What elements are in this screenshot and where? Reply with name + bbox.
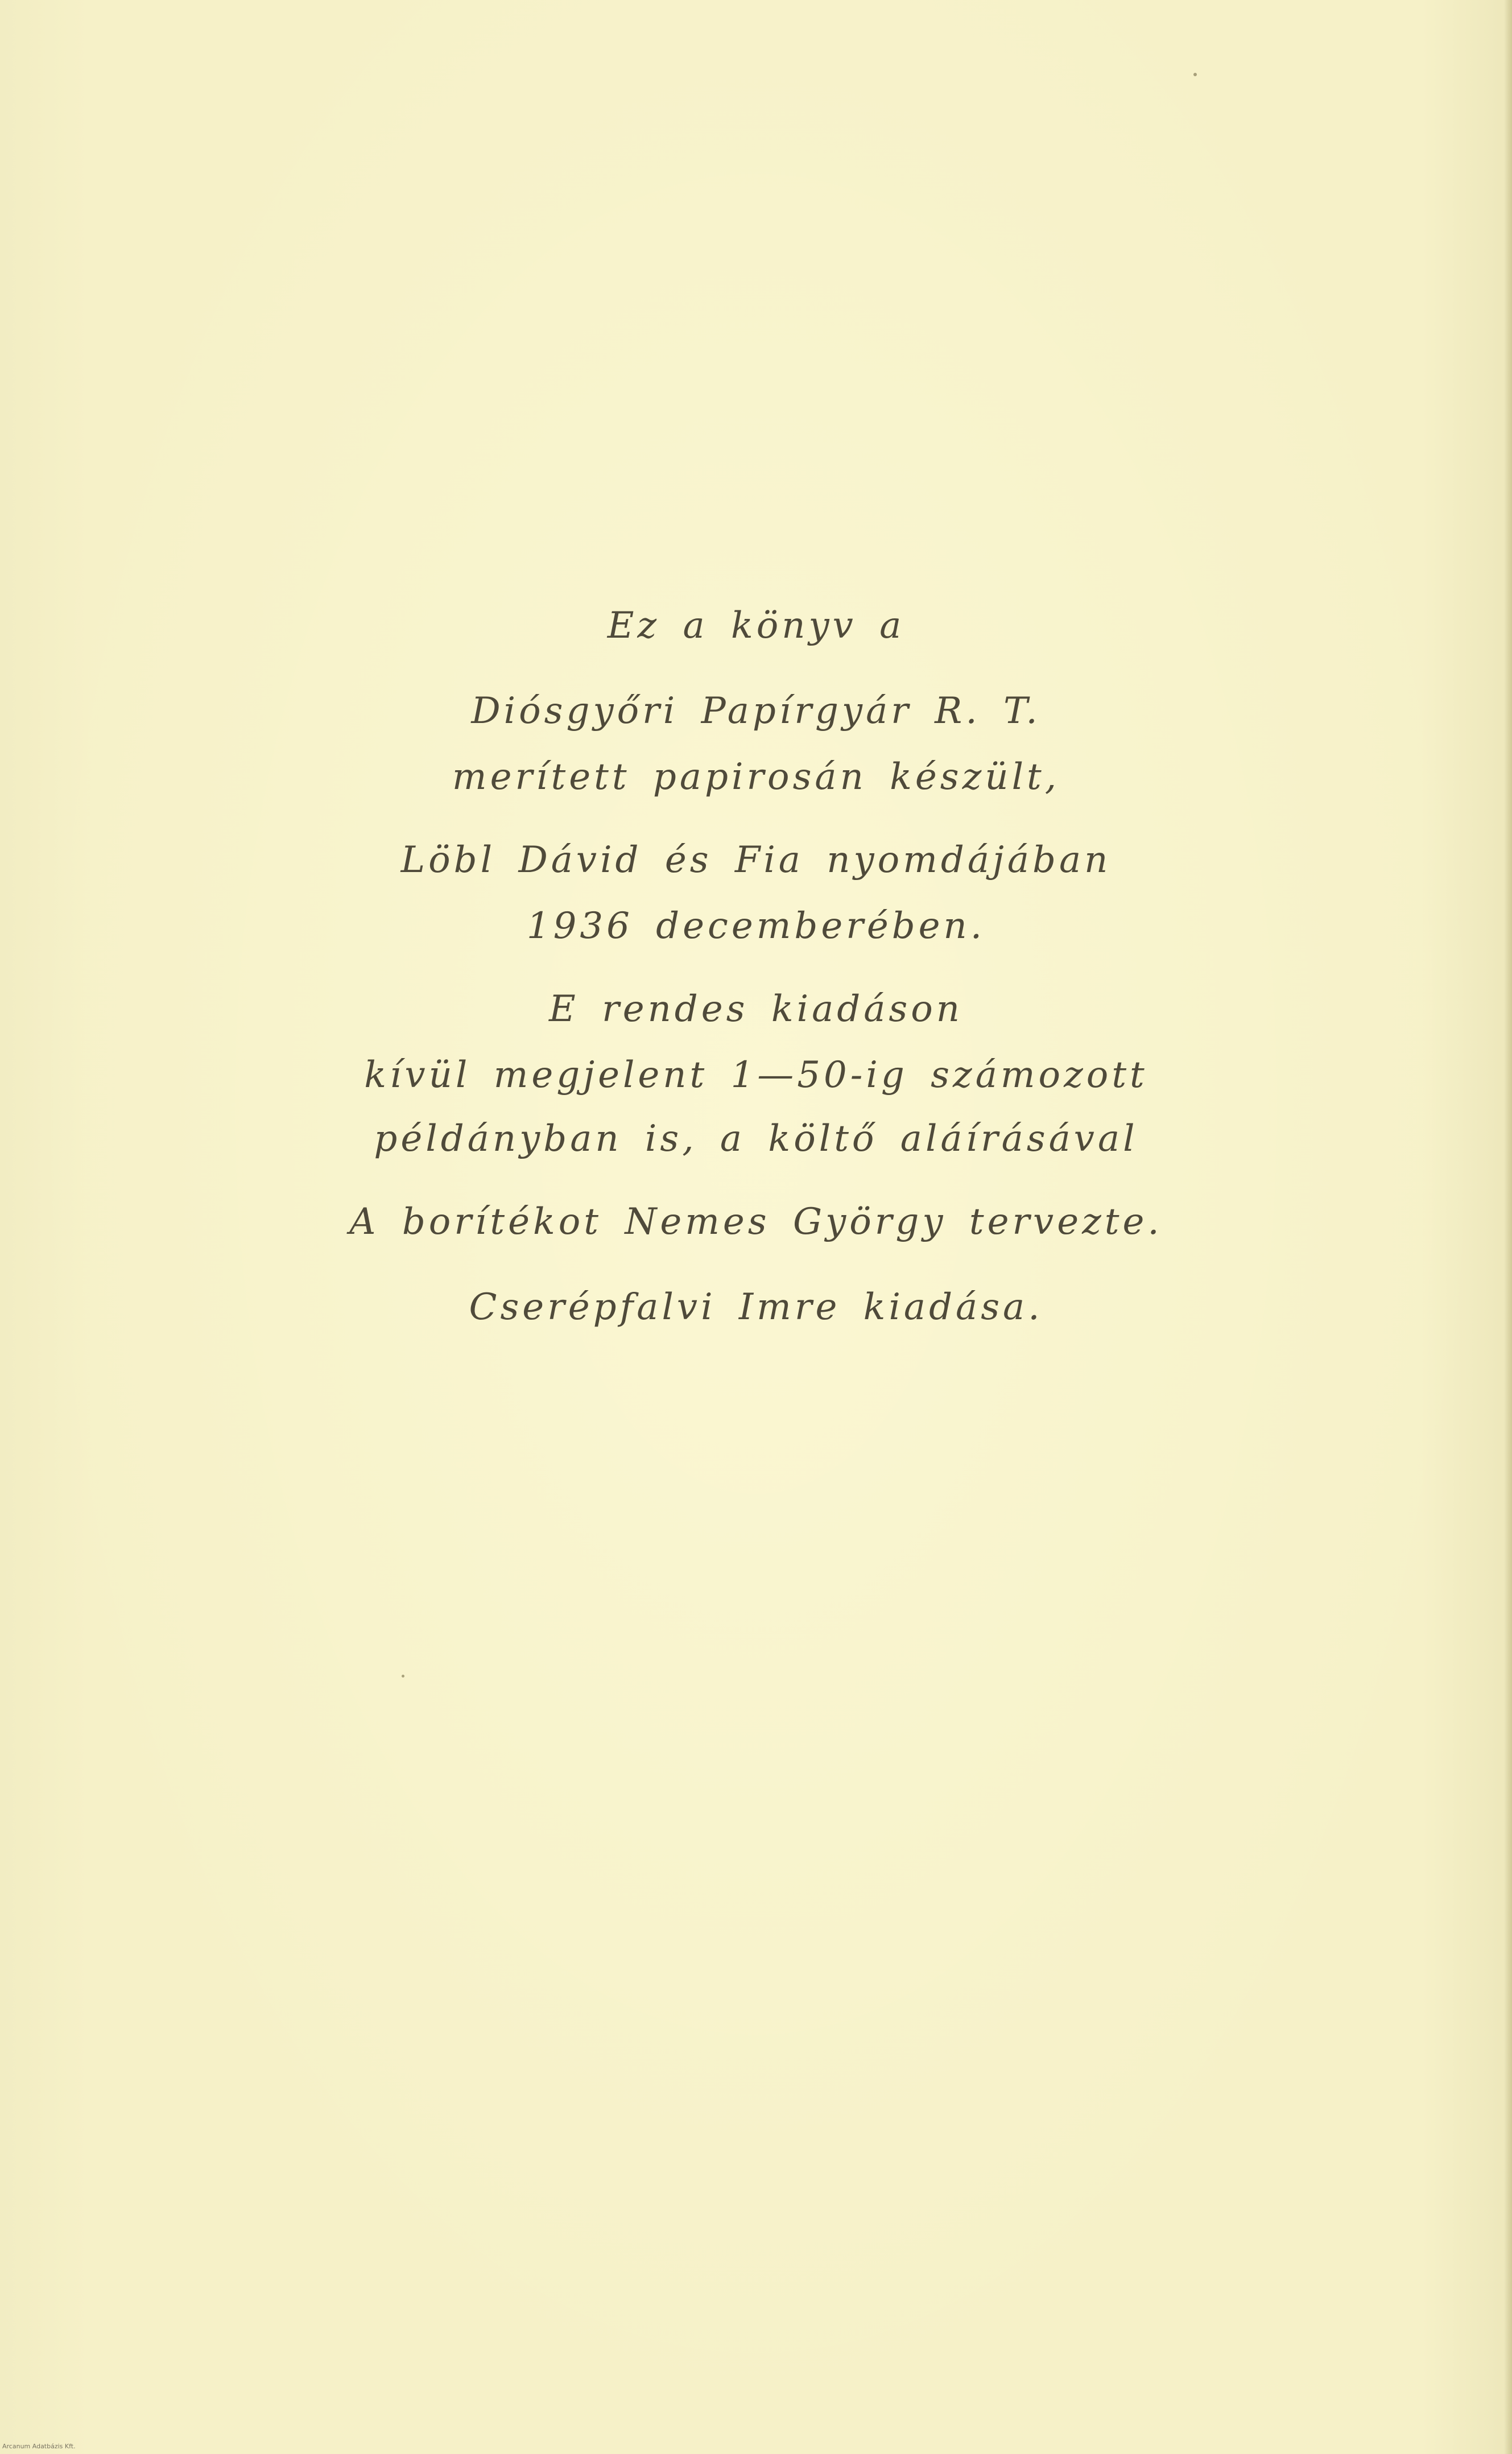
colophon-line: Diósgyőri Papírgyár R. T. bbox=[471, 690, 1041, 732]
colophon-line: 1936 decemberében. bbox=[526, 905, 986, 947]
colophon-line: Cserépfalvi Imre kiadása. bbox=[469, 1286, 1043, 1328]
colophon-line: A borítékot Nemes György tervezte. bbox=[349, 1201, 1163, 1243]
paper-speck bbox=[1193, 73, 1197, 76]
colophon bbox=[0, 592, 1512, 1341]
colophon-line: merített papirosán készült, bbox=[452, 756, 1060, 798]
colophon-line: Ez a könyv a bbox=[607, 605, 905, 647]
paper-speck bbox=[402, 1675, 404, 1678]
colophon-line: példányban is, a költő aláírásával bbox=[374, 1118, 1138, 1160]
colophon-line: Löbl Dávid és Fia nyomdájában bbox=[400, 839, 1112, 881]
archive-watermark: Arcanum Adatbázis Kft. bbox=[2, 2443, 76, 2450]
colophon-line: kívül megjelent 1—50-ig számozott bbox=[364, 1054, 1148, 1096]
colophon-line: E rendes kiadáson bbox=[549, 988, 963, 1030]
